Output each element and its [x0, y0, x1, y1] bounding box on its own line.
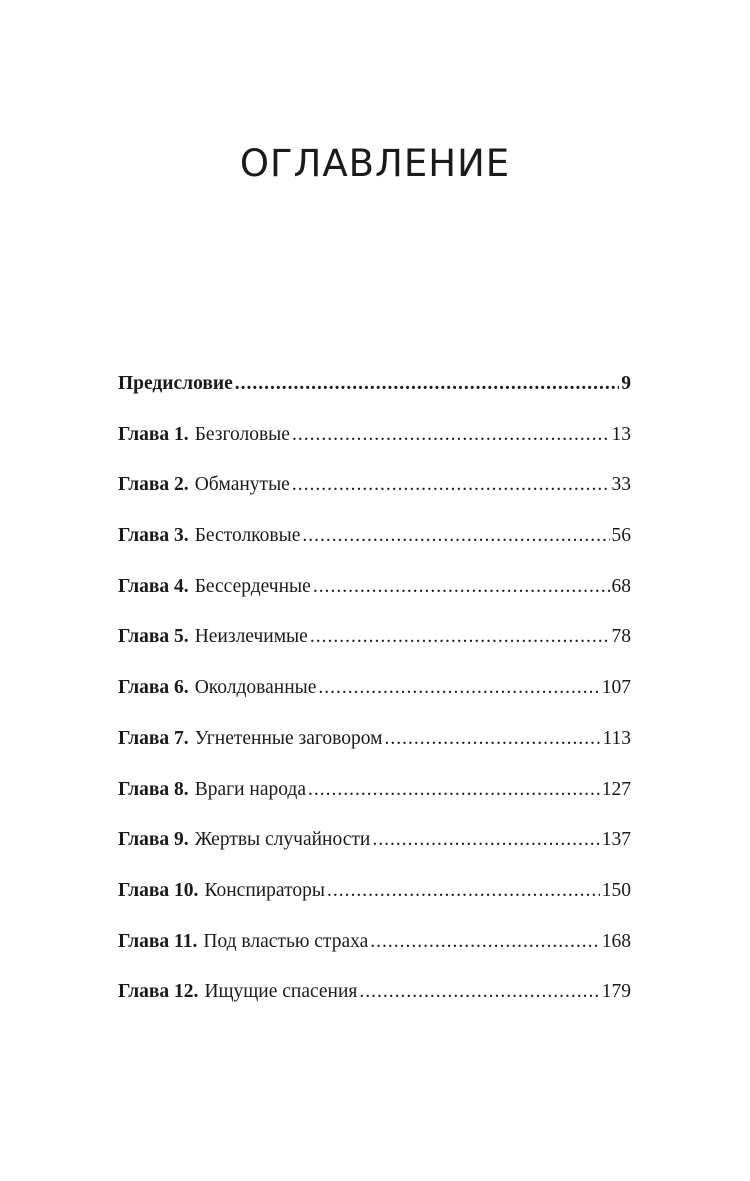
toc-entry-title: Конспираторы [204, 879, 325, 901]
toc-entry-title: Жертвы случайности [194, 829, 371, 851]
toc-entry-title: Бестолковые [194, 525, 301, 547]
toc-entry-page: 137 [601, 829, 631, 851]
toc-chapter-number: Глава 3. [118, 525, 189, 547]
toc-dot-leader [292, 467, 610, 503]
toc-chapter-number: Глава 5. [118, 626, 189, 648]
toc-entry-page: 179 [601, 981, 631, 1003]
toc-dot-leader [302, 518, 609, 554]
toc-chapter-number: Глава 9. [118, 829, 189, 851]
toc-entry-chapter-9[interactable] [118, 822, 631, 873]
toc-entry-chapter-1[interactable] [118, 417, 631, 468]
toc-entry-title: Безголовые [194, 423, 290, 445]
toc-entry-title: Угнетенные заговором [194, 727, 383, 749]
table-of-contents [118, 366, 631, 1025]
toc-dot-leader [372, 822, 599, 858]
toc-entry-chapter-4[interactable] [118, 569, 631, 620]
toc-entry-title: Бессердечные [194, 575, 311, 597]
toc-entry-chapter-2[interactable] [118, 467, 631, 518]
toc-chapter-number: Глава 10. [118, 879, 199, 901]
toc-entry-page: 13 [611, 423, 631, 445]
toc-chapter-number: Глава 2. [118, 474, 189, 496]
toc-dot-leader [384, 721, 600, 757]
toc-entry-page: 68 [611, 575, 631, 597]
toc-entry-page: 33 [611, 474, 631, 496]
toc-chapter-number: Глава 8. [118, 778, 189, 800]
toc-entry-title: Под властью страха [203, 930, 369, 952]
toc-dot-leader [370, 924, 600, 960]
toc-chapter-number: Глава 4. [118, 575, 189, 597]
toc-dot-leader [318, 670, 599, 706]
toc-chapter-number: Глава 12. [118, 981, 199, 1003]
toc-entry-page: 168 [601, 930, 631, 952]
toc-entry-page: 78 [611, 626, 631, 648]
toc-chapter-number: Глава 1. [118, 423, 189, 445]
toc-dot-leader [308, 772, 600, 808]
toc-entry-chapter-7[interactable] [118, 721, 631, 772]
toc-entry-title: Околдованные [194, 677, 317, 699]
toc-dot-leader [292, 417, 610, 453]
toc-entry-title: Обманутые [194, 474, 290, 496]
toc-dot-leader [313, 569, 610, 605]
toc-dot-leader [235, 366, 619, 402]
toc-entry-title: Ищущие спасения [204, 981, 358, 1003]
toc-entry-page: 56 [611, 525, 631, 547]
toc-entry-title: Предисловие [118, 373, 233, 394]
toc-dot-leader [327, 873, 600, 909]
toc-entry-title: Неизлечимые [194, 626, 308, 648]
toc-entry-page: 9 [621, 373, 631, 394]
toc-entry-chapter-6[interactable] [118, 670, 631, 721]
toc-entry-page: 113 [602, 727, 631, 749]
toc-entry-chapter-8[interactable] [118, 772, 631, 823]
toc-chapter-number: Глава 6. [118, 677, 189, 699]
toc-chapter-number: Глава 11. [118, 930, 198, 952]
toc-entry-preface[interactable] [118, 366, 631, 417]
page-title: ОГЛАВЛЕНИЕ [239, 142, 511, 185]
toc-dot-leader [310, 619, 610, 655]
toc-entry-chapter-12[interactable] [118, 974, 631, 1025]
toc-chapter-number: Глава 7. [118, 727, 189, 749]
toc-entry-chapter-3[interactable] [118, 518, 631, 569]
toc-entry-title: Враги народа [194, 778, 307, 800]
toc-entry-page: 127 [601, 778, 631, 800]
toc-entry-chapter-11[interactable] [118, 924, 631, 975]
toc-entry-page: 150 [601, 879, 631, 901]
toc-entry-page: 107 [601, 677, 631, 699]
toc-entry-chapter-10[interactable] [118, 873, 631, 924]
toc-dot-leader [359, 974, 599, 1010]
toc-entry-chapter-5[interactable] [118, 619, 631, 670]
